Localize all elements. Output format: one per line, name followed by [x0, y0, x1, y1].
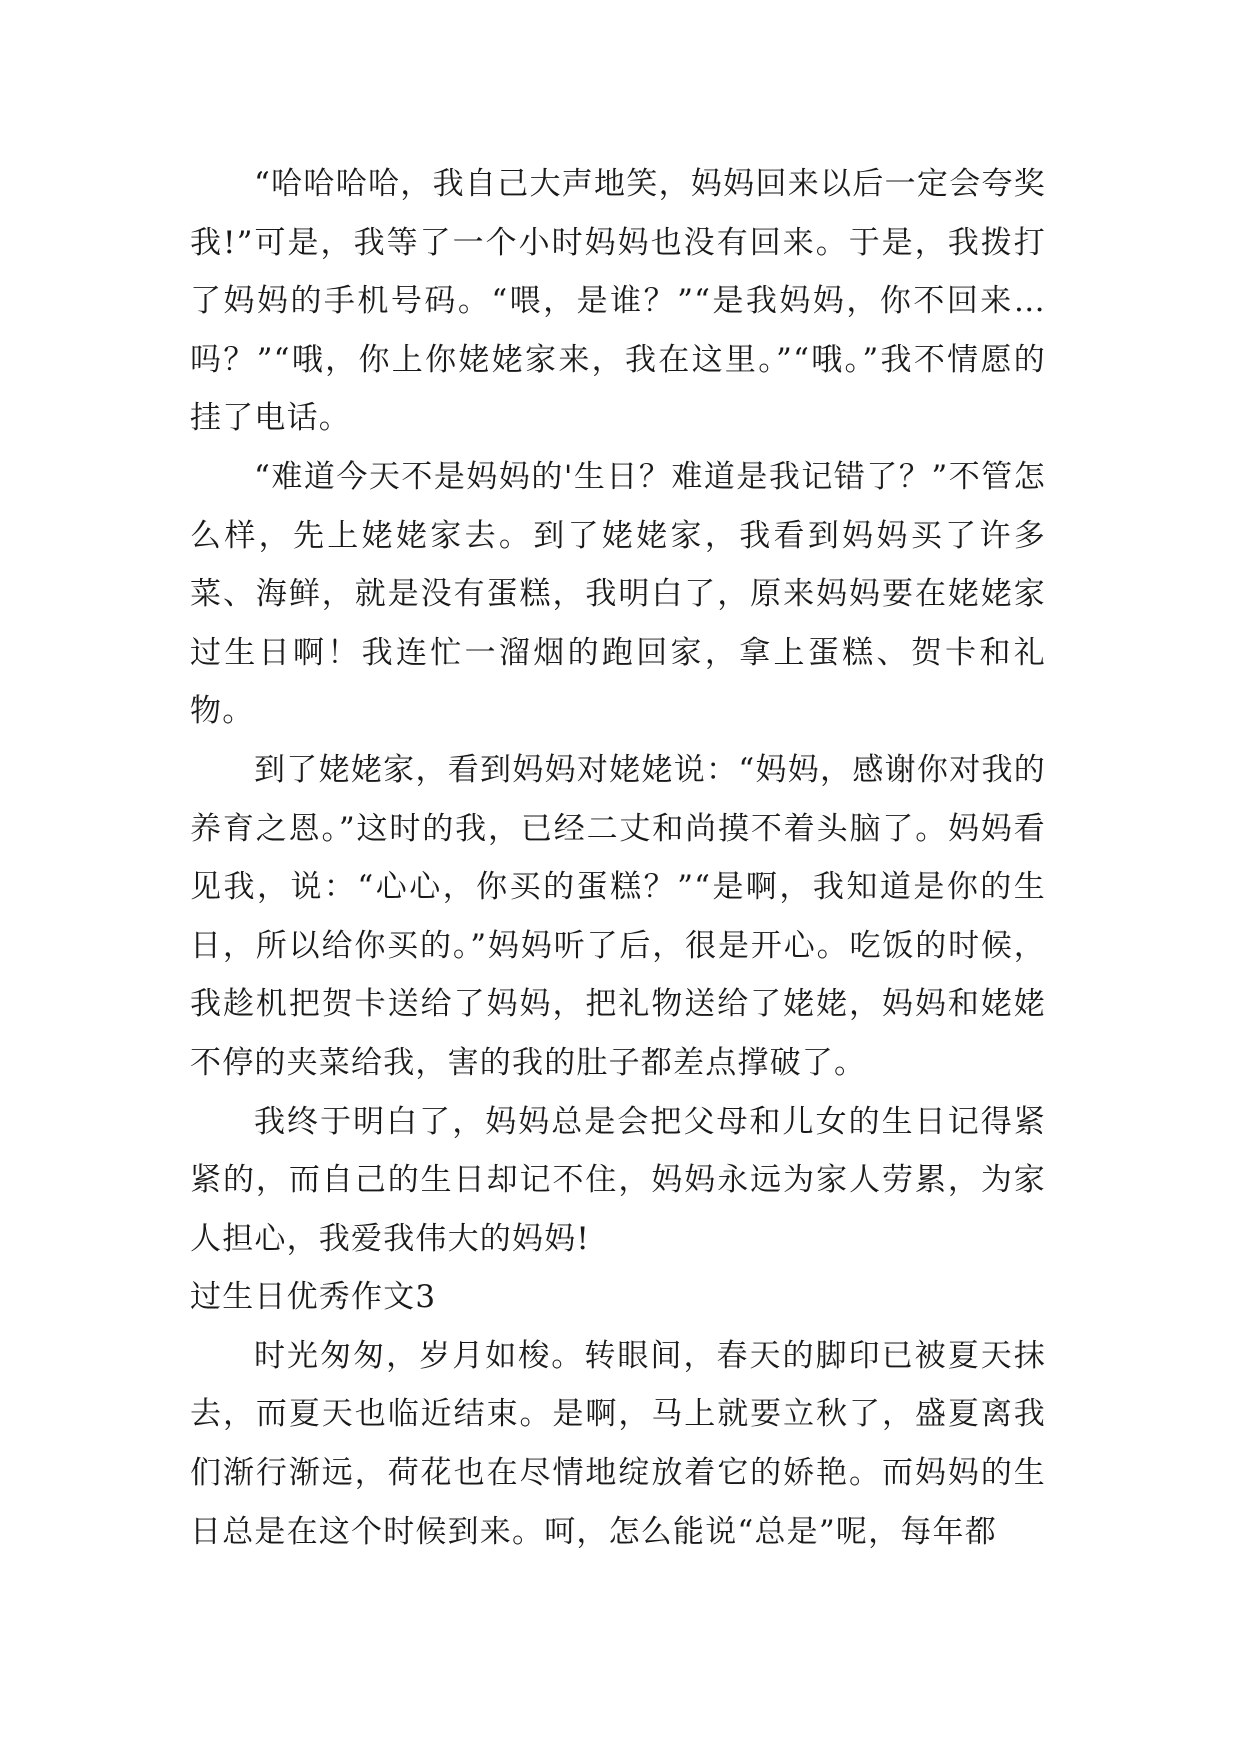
- section-heading: 过生日优秀作文3: [190, 1279, 437, 1316]
- body-paragraph-3: 到了姥姥家，看到妈妈对姥姥说：“妈妈，感谢你对我的养育之恩。”这时的我，已经二丈和尚摸不着头脑了。妈妈看见我，说：“心心，你买的蛋糕？”“是啊，我知道是你的生日，所以给你买的。”妈妈听了后，很是开心。吃饭的时候，我趁机把贺卡送给了妈妈，把礼物送给了姥姥，妈妈和姥姥不停的夹菜给我，害的我的肚子都差点撑破了。: [190, 751, 1046, 1081]
- body-paragraph-2: “难道今天不是妈妈的'生日？难道是我记错了？”不管怎么样，先上姥姥家去。到了姥姥家，我看到妈妈买了许多菜、海鲜，就是没有蛋糕，我明白了，原来妈妈要在姥姥家过生日啊！我连忙一溜烟的跑回家，拿上蛋糕、贺卡和礼物。: [190, 458, 1046, 730]
- body-paragraph-5: 时光匆匆，岁月如梭。转眼间，春天的脚印已被夏天抹去，而夏天也临近结束。是啊，马上就要立秋了，盛夏离我们渐行渐远，荷花也在尽情地绽放着它的娇艳。而妈妈的生日总是在这个时候到来。呵，怎么能说“总是”呢，每年都: [190, 1337, 1046, 1550]
- body-paragraph-4: 我终于明白了，妈妈总是会把父母和儿女的生日记得紧紧的，而自己的生日却记不住，妈妈永远为家人劳累，为家人担心，我爱我伟大的妈妈!: [190, 1103, 1046, 1257]
- document-body: [190, 155, 1046, 1561]
- body-paragraph-1: “哈哈哈哈，我自己大声地笑，妈妈回来以后一定会夸奖我!”可是，我等了一个小时妈妈也没有回来。于是，我拨打了妈妈的手机号码。“喂，是谁？”“是我妈妈，你不回来…吗？”“哦，你上你姥姥家来，我在这里。”“哦。”我不情愿的挂了电话。: [190, 166, 1046, 437]
